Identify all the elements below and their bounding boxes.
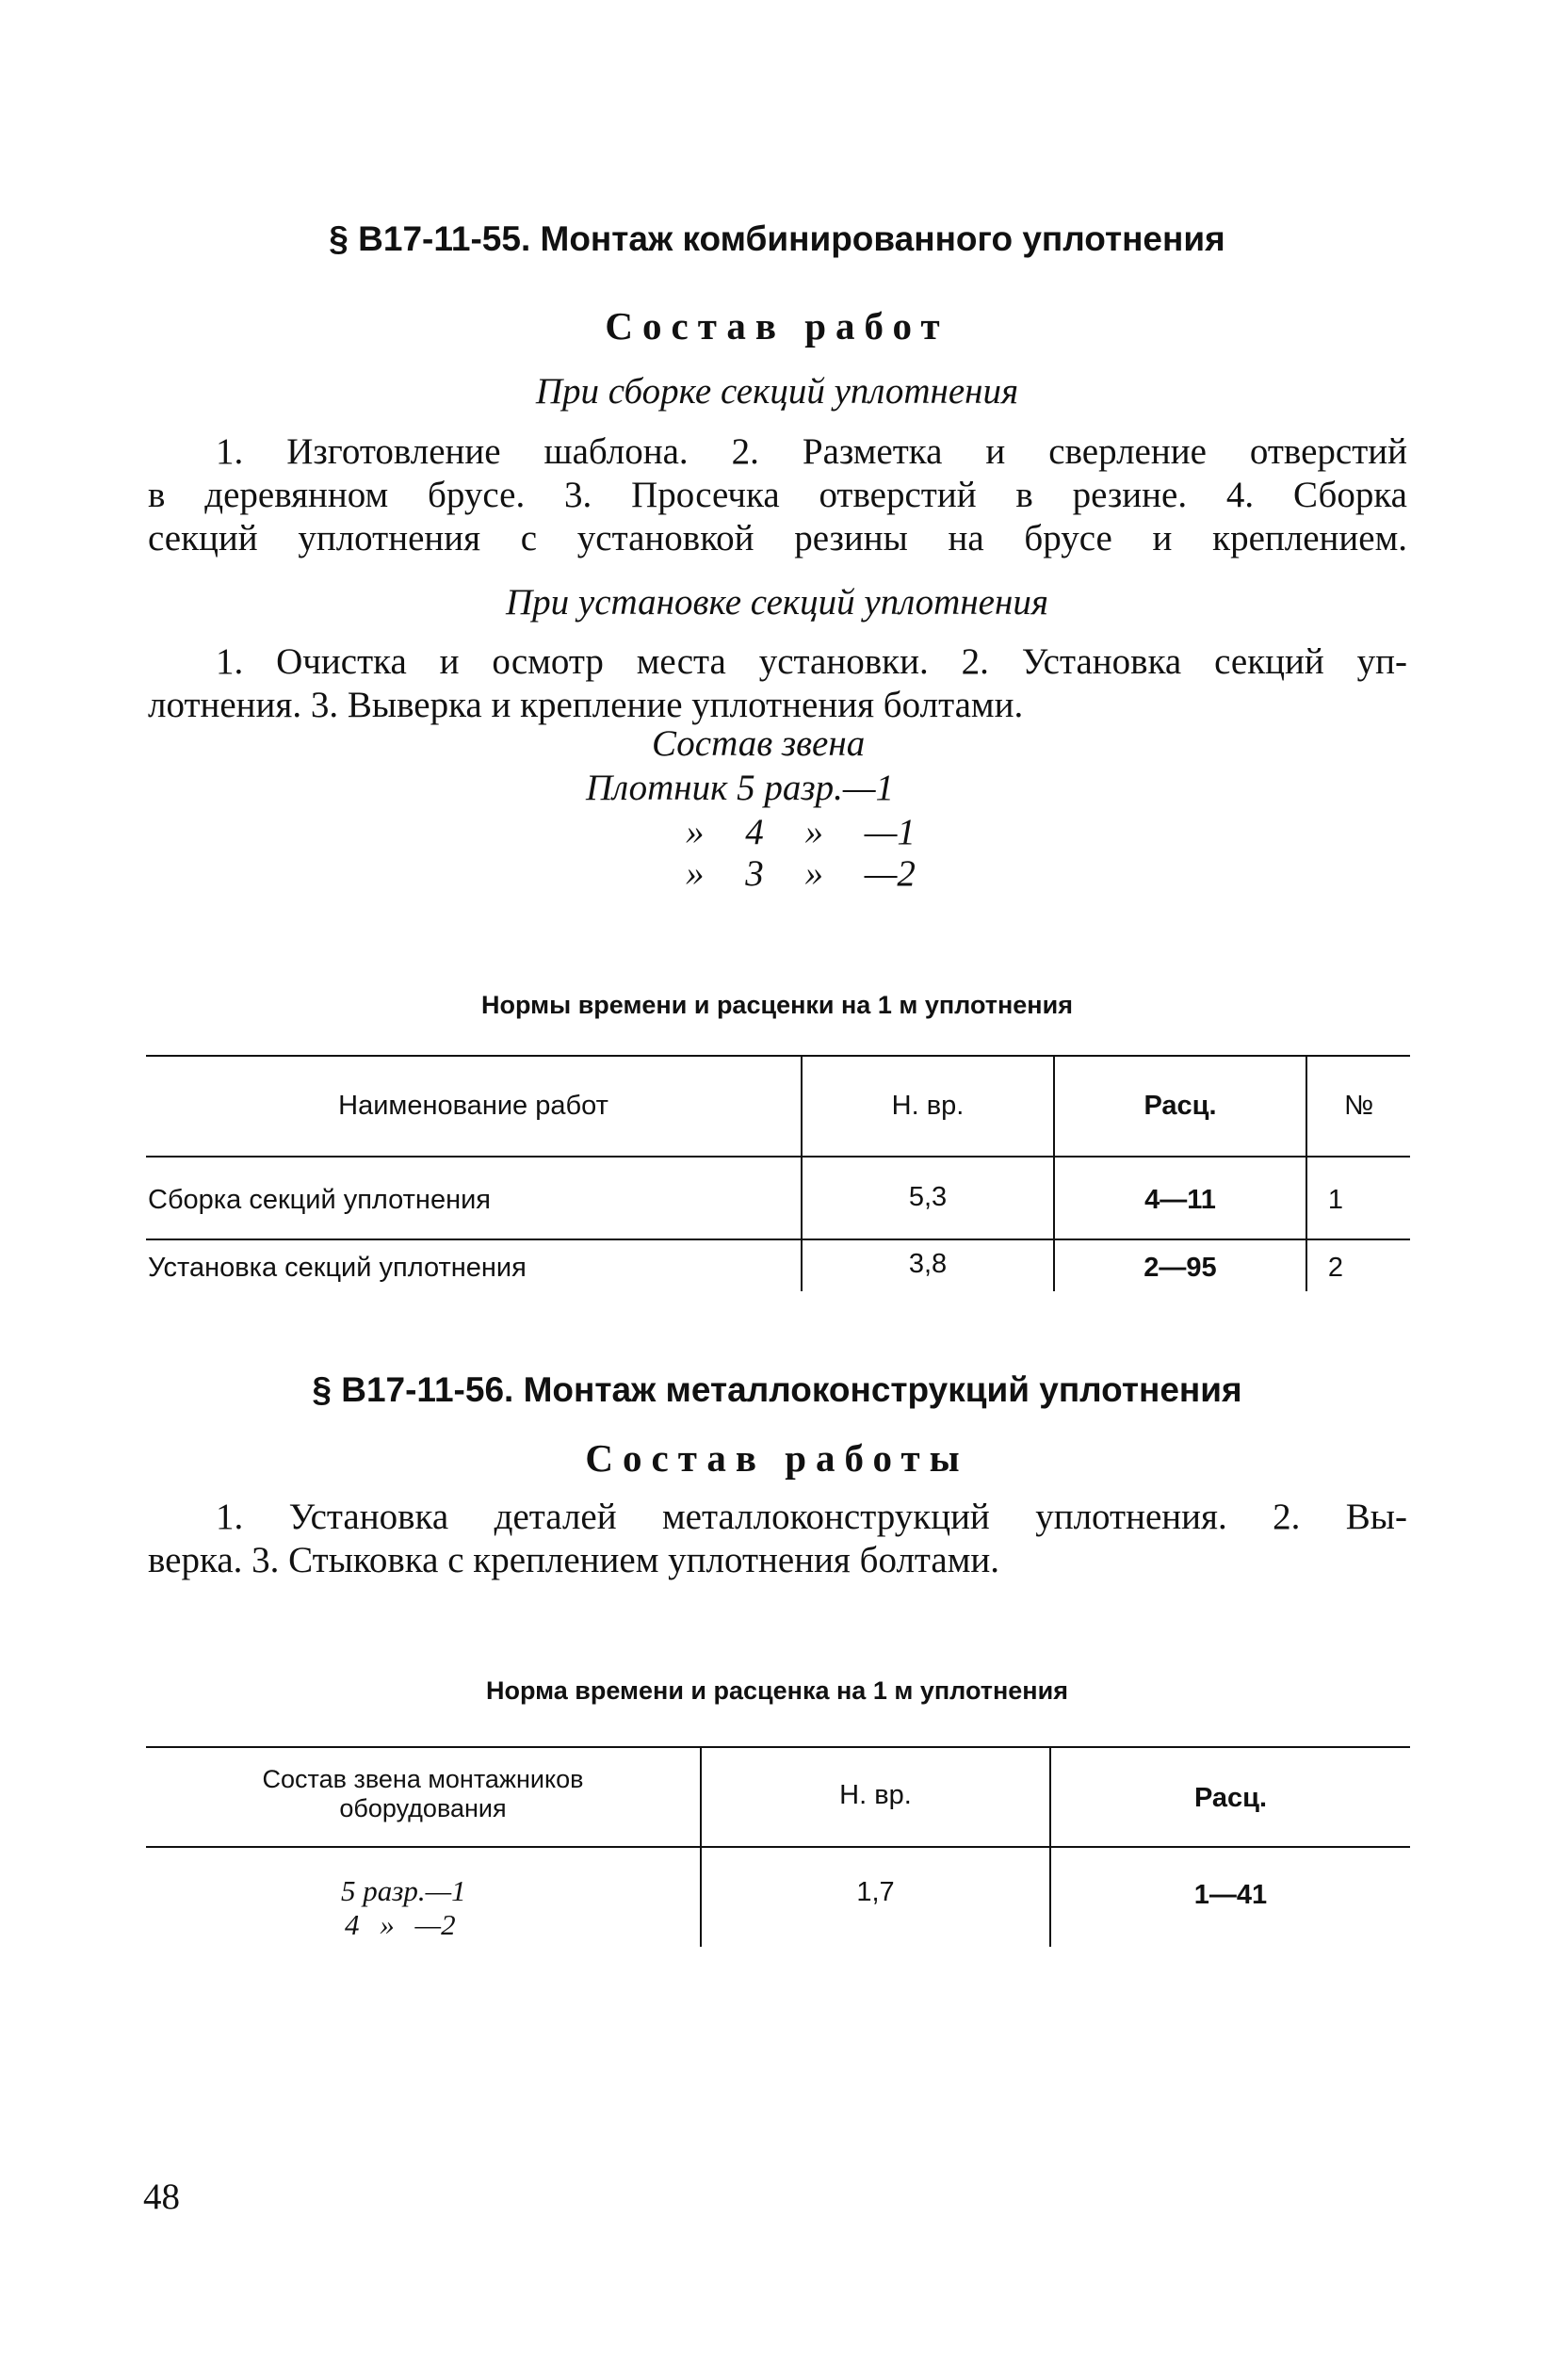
install-subtitle: При установке секций уплотнения (506, 582, 1048, 623)
header-crew-line: Состав звена монтажников (262, 1765, 584, 1793)
header-work-name: Наименование работ (338, 1091, 608, 1121)
row-2-rate: 2—95 (1143, 1253, 1217, 1283)
section-heading-1: § В17-11-55. Монтаж комбинированного уплотнения (329, 219, 1225, 258)
row-1-norm: 5,3 (908, 1182, 948, 1212)
work-composition-title-2: Состав работы (585, 1436, 969, 1480)
row-2-work: Установка секций уплотнения (148, 1253, 527, 1283)
header-norm: Н. вр. (891, 1091, 965, 1121)
paragraph-line: 1. Изготовление шаблона. 2. Разметка и сверление отверстий (216, 431, 1407, 472)
table-divider (1049, 1747, 1051, 1947)
row-2-number: 2 (1327, 1253, 1344, 1283)
table-rule (146, 1846, 1410, 1848)
work-composition-title-1: Состав работ (605, 304, 949, 348)
table-title-1: Нормы времени и расценки на 1 м уплотнения (481, 991, 1073, 1019)
crew-line: » 3 » —2 (686, 853, 916, 894)
row-1-number: 1 (1327, 1185, 1344, 1215)
paragraph-line: лотнения. 3. Выверка и крепление уплотнения болтами. (148, 685, 1024, 725)
header-rate: Расц. (1143, 1091, 1217, 1121)
crew-line: 5 разр.—1 (341, 1874, 466, 1907)
crew-line: » 4 » —1 (686, 812, 916, 852)
section-heading-2: § В17-11-56. Монтаж металлоконструкций уплотнения (312, 1370, 1242, 1409)
header-crew-composition (146, 1765, 700, 1823)
assembly-subtitle: При сборке секций уплотнения (535, 371, 1019, 412)
table-divider (700, 1747, 702, 1947)
crew-title: Состав звена (652, 723, 866, 764)
paragraph-line: в деревянном брусе. 3. Просечка отверстий в резине. 4. Сборка (148, 475, 1407, 515)
header-rate: Расц. (1193, 1783, 1268, 1813)
paragraph-line: верка. 3. Стыковка с креплением уплотнения болтами. (148, 1540, 1000, 1580)
table-rule (146, 1156, 1410, 1158)
table-title-2: Норма времени и расценка на 1 м уплотнения (486, 1676, 1068, 1705)
crew-line: Плотник 5 разр.—1 (586, 768, 895, 808)
install-paragraph (148, 640, 1407, 727)
header-number: № (1343, 1091, 1374, 1121)
row-1-rate: 4—11 (1144, 1185, 1216, 1215)
paragraph-line: 1. Установка деталей металлоконструкций уплотнения. 2. Вы- (216, 1497, 1407, 1537)
paragraph-line: секций уплотнения с установкой резины на брусе и креплением. (148, 518, 1407, 559)
norm-value: 1,7 (856, 1877, 895, 1907)
crew-line: 4 » —2 (345, 1908, 456, 1941)
table-rule (146, 1239, 1410, 1240)
paragraph-line: 1. Очистка и осмотр места установки. 2. Установка секций уп- (216, 641, 1407, 682)
page-number: 48 (143, 2177, 180, 2217)
table-rule (146, 1746, 1410, 1748)
header-crew-line: оборудования (339, 1794, 507, 1822)
table-rule (146, 1055, 1410, 1057)
section2-paragraph (148, 1496, 1407, 1582)
rate-value: 1—41 (1193, 1880, 1268, 1910)
header-norm: Н. вр. (839, 1780, 912, 1810)
assembly-paragraph (148, 430, 1407, 560)
row-1-work: Сборка секций уплотнения (148, 1185, 491, 1215)
row-2-norm: 3,8 (908, 1249, 948, 1279)
